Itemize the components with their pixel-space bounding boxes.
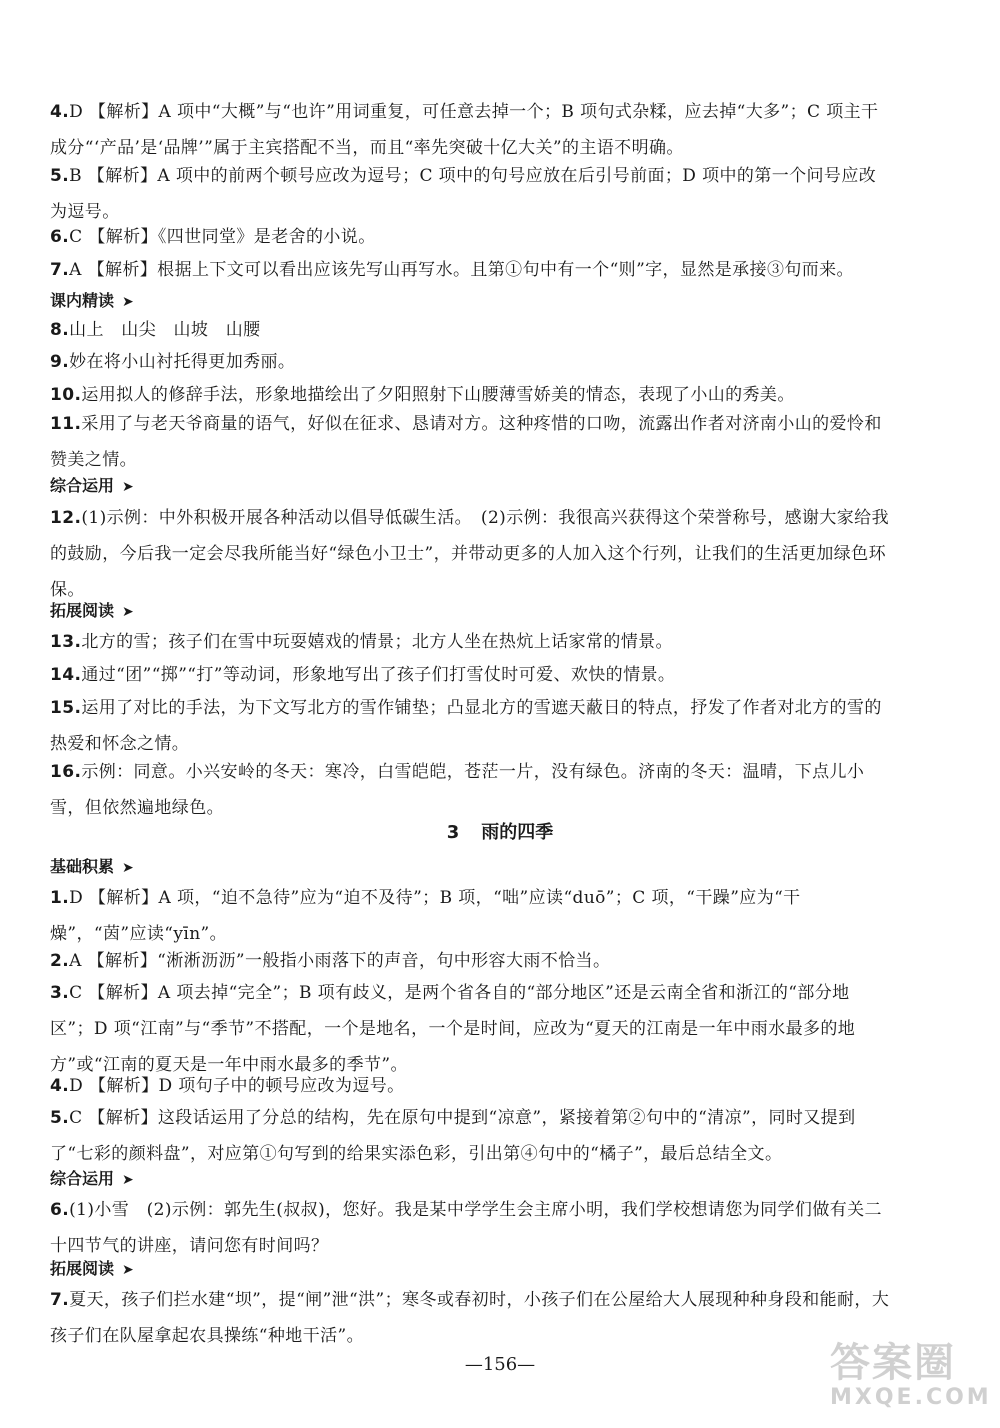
item-number: 5. [50,1108,70,1128]
answer-item [50,975,890,1083]
answer-item [50,624,890,660]
item-text: A 【解析】“淅淅沥沥”一般指小雨落下的声音，句中形容大雨不恰当。 [69,951,611,971]
item-text: 运用了对比的手法，为下文写北方的雪作铺垫；凸显北方的雪遮天蔽日的特点，抒发了作者对北方的雪的热爱和怀念之情。 [50,698,882,754]
item-number: 8. [50,320,70,340]
item-number: 7. [50,1290,70,1310]
watermark-url: MXQE.COM [830,1385,992,1410]
item-text: 山上 山尖 山坡 山腰 [69,320,261,340]
chapter-title [0,817,1000,849]
item-text: 采用了与老天爷商量的语气，好似在征求、恳请对方。这种疼惜的口吻，流露出作者对济南小山的爱怜和赞美之情。 [50,414,882,470]
answer-item [50,1192,890,1264]
answer-item [50,312,890,348]
item-text: 通过“团”“掷”“打”等动词，形象地写出了孩子们打雪仗时可爱、欢快的情景。 [81,665,676,685]
item-text: B 【解析】A 项中的前两个顿号应改为逗号；C 项中的句号应放在后引号前面；D 项中的第一个问号应改为逗号。 [50,166,877,222]
item-number: 4. [50,1076,70,1096]
item-number: 10. [50,385,82,405]
section-heading [50,1164,134,1195]
section-title: 基础积累 [50,857,115,876]
item-number: 15. [50,698,82,718]
arrow-icon: ➤ [122,1172,134,1188]
item-text: 妙在将小山衬托得更加秀丽。 [69,352,296,372]
answer-item [50,1282,890,1354]
section-title: 拓展阅读 [50,1259,115,1278]
item-text: A 【解析】根据上下文可以看出应该先写山再写水。且第①句中有一个“则”字，显然是承接③句而来。 [69,260,854,280]
answer-item [50,657,890,693]
item-text: 北方的雪；孩子们在雪中玩耍嬉戏的情景；北方人坐在热炕上话家常的情景。 [81,632,673,652]
item-number: 1. [50,888,70,908]
answer-item [50,406,890,478]
section-heading [50,471,134,502]
answer-item [50,344,890,380]
answer-item [50,94,890,166]
item-text: 示例：同意。小兴安岭的冬天：寒冷，白雪皑皑，苍茫一片，没有绿色。济南的冬天：温晴，下点儿小雪，但依然遍地绿色。 [50,762,865,818]
section-title: 综合运用 [50,476,115,495]
chapter-number: 3 [446,822,460,843]
section-heading [50,1254,134,1285]
arrow-icon: ➤ [122,479,134,495]
page-number: —156— [464,1354,536,1375]
section-heading [50,852,134,883]
item-text: D 【解析】D 项句子中的顿号应改为逗号。 [69,1076,405,1096]
answer-item [50,943,890,979]
item-text: 夏天，孩子们拦水建“坝”，提“闸”泄“洪”；寒冬或春初时，小孩子们在公屋给大人展现种种身段和能耐，大孩子们在队屋拿起农具操练“种地干活”。 [50,1290,890,1346]
answer-item [50,880,890,952]
watermark-logo [830,1340,990,1420]
section-title: 拓展阅读 [50,601,115,620]
item-number: 9. [50,352,70,372]
arrow-icon: ➤ [122,1262,134,1278]
item-text: D 【解析】A 项，“迫不急待”应为“迫不及待”；B 项，“咄”应读“duō”；C 项，“干躁”应为“干燥”，“茵”应读“yīn”。 [50,888,801,944]
item-text: D 【解析】A 项中“大概”与“也许”用词重复，可任意去掉一个；B 项句式杂糅，应去掉“大多”；C 项主干成分“‘产品’是‘品牌’”属于主宾搭配不当，而且“率先突破十亿大关”的主语不明确。 [50,102,879,158]
arrow-icon: ➤ [122,294,134,310]
arrow-icon: ➤ [122,604,134,620]
answer-item [50,690,890,762]
section-title: 课内精读 [50,291,115,310]
item-number: 13. [50,632,82,652]
item-number: 14. [50,665,82,685]
item-number: 12. [50,508,82,528]
answer-item [50,219,890,255]
item-number: 7. [50,260,70,280]
section-heading [50,596,134,627]
item-number: 11. [50,414,82,434]
item-text: C 【解析】这段话运用了分总的结构，先在原句中提到“凉意”，紧接着第②句中的“清凉”，同时又提到了“七彩的颜料盘”，对应第①句写到的给果实添色彩，引出第④句中的“橘子”，最后总结全文。 [50,1108,856,1164]
item-number: 4. [50,102,70,122]
item-text: C 【解析】A 项去掉“完全”；B 项有歧义，是两个省各自的“部分地区”还是云南全省和浙江的“部分地区”；D 项“江南”与“季节”不搭配，一个是地名，一个是时间，应改为“夏天的江南是一年中雨水最多的地方”或“江南的夏天是一年中雨水最多的季节”。 [50,983,856,1075]
item-number: 2. [50,951,70,971]
answer-item [50,500,890,608]
arrow-icon: ➤ [122,860,134,876]
item-number: 3. [50,983,70,1003]
item-number: 6. [50,227,70,247]
answer-item [50,754,890,826]
item-number: 5. [50,166,70,186]
answer-item [50,1100,890,1172]
item-number: 6. [50,1200,70,1220]
item-text: (1)示例：中外积极开展各种活动以倡导低碳生活。 (2)示例：我很高兴获得这个荣誉称号，感谢大家给我的鼓励，今后我一定会尽我所能当好“绿色小卫士”，并带动更多的人加入这个行列，让我们的生活更加绿色环保。 [50,508,889,600]
item-text: C 【解析】《四世同堂》是老舍的小说。 [69,227,376,247]
section-title: 综合运用 [50,1169,115,1188]
answer-item [50,252,890,288]
answer-item [50,1068,890,1104]
item-number: 16. [50,762,82,782]
item-text: (1)小雪 (2)示例：郭先生(叔叔)，您好。我是某中学学生会主席小明，我们学校想请您为同学们做有关二十四节气的讲座，请问您有时间吗？ [50,1200,882,1256]
chapter-name: 雨的四季 [481,822,554,843]
watermark-text: 答案圈 [830,1340,956,1386]
item-text: 运用拟人的修辞手法，形象地描绘出了夕阳照射下山腰薄雪娇美的情态，表现了小山的秀美。 [81,385,795,405]
